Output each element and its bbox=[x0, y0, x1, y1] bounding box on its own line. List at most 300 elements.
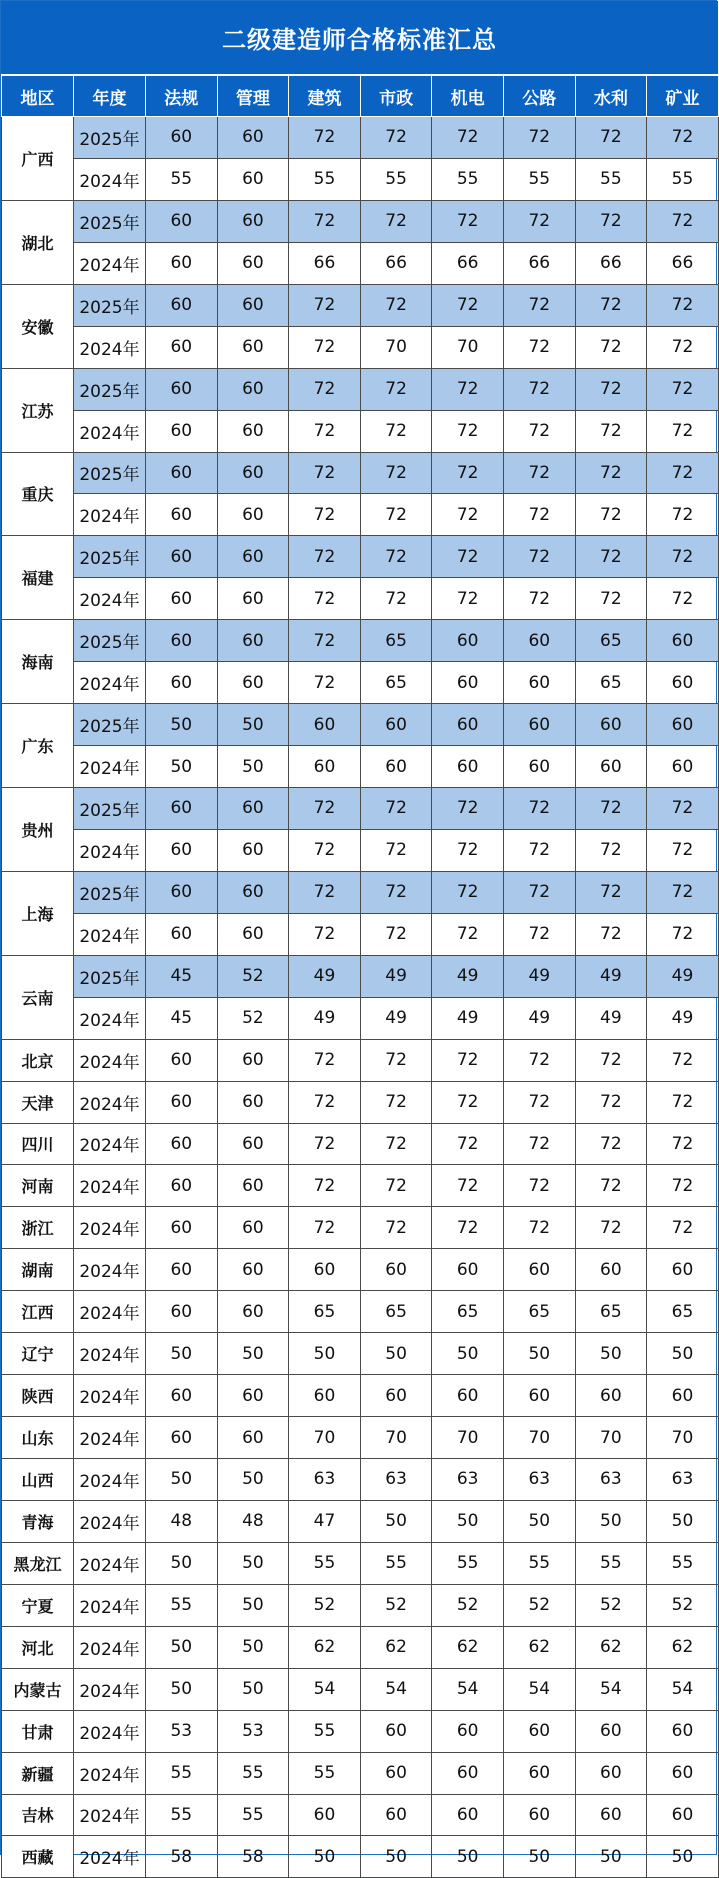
score-cell: 60 bbox=[217, 494, 289, 536]
score-cell: 65 bbox=[360, 662, 432, 704]
score-cell: 55 bbox=[503, 1542, 575, 1584]
score-cell: 60 bbox=[146, 368, 218, 410]
score-cell: 60 bbox=[146, 326, 218, 368]
score-cell: 72 bbox=[575, 326, 647, 368]
score-cell: 52 bbox=[647, 1584, 719, 1626]
score-cell: 55 bbox=[360, 158, 432, 200]
score-cell: 72 bbox=[289, 117, 361, 159]
score-cell: 60 bbox=[146, 117, 218, 159]
score-cell: 60 bbox=[217, 1249, 289, 1291]
score-cell: 60 bbox=[146, 1417, 218, 1459]
score-cell: 72 bbox=[432, 368, 504, 410]
score-cell: 50 bbox=[146, 1668, 218, 1710]
score-cell: 60 bbox=[647, 620, 719, 662]
score-cell: 60 bbox=[289, 1375, 361, 1417]
table-row bbox=[2, 117, 719, 159]
score-cell: 65 bbox=[360, 620, 432, 662]
table-row bbox=[2, 1123, 719, 1165]
year-cell: 2024年 bbox=[74, 1836, 146, 1878]
score-cell: 60 bbox=[217, 1165, 289, 1207]
score-cell: 55 bbox=[146, 1794, 218, 1836]
score-cell: 72 bbox=[575, 200, 647, 242]
region-cell: 河南 bbox=[2, 1165, 74, 1207]
region-cell: 浙江 bbox=[2, 1207, 74, 1249]
score-cell: 60 bbox=[289, 1794, 361, 1836]
score-cell: 60 bbox=[432, 662, 504, 704]
score-cell: 60 bbox=[146, 1165, 218, 1207]
region-cell: 吉林 bbox=[2, 1794, 74, 1836]
score-cell: 72 bbox=[503, 410, 575, 452]
year-cell: 2024年 bbox=[74, 1333, 146, 1375]
score-cell: 72 bbox=[575, 578, 647, 620]
score-cell: 60 bbox=[217, 1375, 289, 1417]
header-water-conservancy: 水利 bbox=[575, 76, 647, 117]
score-cell: 72 bbox=[575, 536, 647, 578]
page-title: 二级建造师合格标准汇总 bbox=[1, 1, 718, 75]
score-cell: 72 bbox=[289, 368, 361, 410]
score-cell: 45 bbox=[146, 955, 218, 997]
year-cell: 2024年 bbox=[74, 913, 146, 955]
score-cell: 60 bbox=[503, 1752, 575, 1794]
score-cell: 72 bbox=[289, 284, 361, 326]
score-cell: 72 bbox=[289, 536, 361, 578]
score-cell: 70 bbox=[647, 1417, 719, 1459]
table-row bbox=[2, 1500, 719, 1542]
score-cell: 63 bbox=[289, 1459, 361, 1501]
score-cell: 54 bbox=[360, 1668, 432, 1710]
score-cell: 72 bbox=[647, 829, 719, 871]
year-cell: 2024年 bbox=[74, 1207, 146, 1249]
table-row bbox=[2, 494, 719, 536]
score-cell: 72 bbox=[360, 410, 432, 452]
score-cell: 72 bbox=[289, 662, 361, 704]
score-cell: 55 bbox=[289, 1752, 361, 1794]
score-cell: 60 bbox=[217, 242, 289, 284]
score-cell: 63 bbox=[575, 1459, 647, 1501]
score-cell: 55 bbox=[217, 1752, 289, 1794]
table-row bbox=[2, 326, 719, 368]
region-cell: 天津 bbox=[2, 1081, 74, 1123]
score-cell: 72 bbox=[647, 410, 719, 452]
score-cell: 72 bbox=[289, 1165, 361, 1207]
score-cell: 55 bbox=[217, 1794, 289, 1836]
score-cell: 60 bbox=[647, 746, 719, 788]
score-cell: 60 bbox=[217, 620, 289, 662]
score-cell: 60 bbox=[432, 1710, 504, 1752]
table-row bbox=[2, 284, 719, 326]
year-cell: 2025年 bbox=[74, 368, 146, 410]
score-cell: 72 bbox=[647, 871, 719, 913]
score-cell: 60 bbox=[217, 871, 289, 913]
pass-standard-table bbox=[1, 75, 719, 1878]
region-cell: 新疆 bbox=[2, 1752, 74, 1794]
score-cell: 66 bbox=[289, 242, 361, 284]
score-cell: 72 bbox=[647, 578, 719, 620]
score-cell: 72 bbox=[647, 117, 719, 159]
score-cell: 72 bbox=[575, 1081, 647, 1123]
score-cell: 52 bbox=[432, 1584, 504, 1626]
score-cell: 60 bbox=[146, 1291, 218, 1333]
score-cell: 72 bbox=[647, 326, 719, 368]
region-cell: 河北 bbox=[2, 1626, 74, 1668]
score-cell: 60 bbox=[432, 620, 504, 662]
score-cell: 50 bbox=[432, 1836, 504, 1878]
score-cell: 58 bbox=[217, 1836, 289, 1878]
score-cell: 50 bbox=[503, 1333, 575, 1375]
year-cell: 2025年 bbox=[74, 452, 146, 494]
header-region: 地区 bbox=[2, 76, 74, 117]
score-cell: 65 bbox=[503, 1291, 575, 1333]
region-cell: 江苏 bbox=[2, 368, 74, 452]
score-cell: 72 bbox=[432, 1165, 504, 1207]
score-cell: 55 bbox=[289, 1710, 361, 1752]
table-body bbox=[2, 117, 719, 1878]
table-row bbox=[2, 1626, 719, 1668]
score-cell: 60 bbox=[647, 1710, 719, 1752]
score-cell: 72 bbox=[575, 871, 647, 913]
region-cell: 云南 bbox=[2, 955, 74, 1039]
score-cell: 72 bbox=[360, 1081, 432, 1123]
score-cell: 60 bbox=[575, 704, 647, 746]
score-cell: 60 bbox=[432, 746, 504, 788]
score-cell: 72 bbox=[575, 494, 647, 536]
score-cell: 72 bbox=[432, 200, 504, 242]
score-cell: 55 bbox=[503, 158, 575, 200]
score-cell: 55 bbox=[146, 158, 218, 200]
score-cell: 66 bbox=[360, 242, 432, 284]
region-cell: 内蒙古 bbox=[2, 1668, 74, 1710]
region-cell: 黑龙江 bbox=[2, 1542, 74, 1584]
score-cell: 60 bbox=[575, 1794, 647, 1836]
score-cell: 50 bbox=[360, 1500, 432, 1542]
score-cell: 50 bbox=[217, 1626, 289, 1668]
score-cell: 60 bbox=[217, 662, 289, 704]
score-cell: 49 bbox=[647, 955, 719, 997]
score-cell: 72 bbox=[432, 117, 504, 159]
score-cell: 50 bbox=[503, 1500, 575, 1542]
score-cell: 72 bbox=[432, 829, 504, 871]
year-cell: 2024年 bbox=[74, 1039, 146, 1081]
score-cell: 50 bbox=[146, 704, 218, 746]
table-row bbox=[2, 1668, 719, 1710]
table-row bbox=[2, 913, 719, 955]
score-cell: 50 bbox=[217, 1542, 289, 1584]
score-cell: 49 bbox=[289, 997, 361, 1039]
score-cell: 55 bbox=[432, 158, 504, 200]
score-cell: 72 bbox=[503, 452, 575, 494]
region-cell: 湖北 bbox=[2, 200, 74, 284]
score-cell: 72 bbox=[503, 913, 575, 955]
table-row bbox=[2, 1291, 719, 1333]
score-cell: 72 bbox=[503, 368, 575, 410]
table-row bbox=[2, 1752, 719, 1794]
score-cell: 60 bbox=[146, 1123, 218, 1165]
score-cell: 72 bbox=[503, 1081, 575, 1123]
score-cell: 55 bbox=[575, 1542, 647, 1584]
score-cell: 55 bbox=[289, 1542, 361, 1584]
score-cell: 60 bbox=[146, 829, 218, 871]
score-cell: 72 bbox=[575, 1207, 647, 1249]
table-row bbox=[2, 704, 719, 746]
score-cell: 50 bbox=[503, 1836, 575, 1878]
score-cell: 72 bbox=[647, 494, 719, 536]
table-row bbox=[2, 1584, 719, 1626]
score-cell: 55 bbox=[432, 1542, 504, 1584]
score-cell: 60 bbox=[647, 1375, 719, 1417]
score-cell: 72 bbox=[575, 1165, 647, 1207]
score-cell: 62 bbox=[503, 1626, 575, 1668]
score-cell: 50 bbox=[575, 1836, 647, 1878]
score-cell: 60 bbox=[146, 913, 218, 955]
score-cell: 60 bbox=[503, 620, 575, 662]
score-cell: 50 bbox=[360, 1836, 432, 1878]
score-cell: 72 bbox=[503, 117, 575, 159]
region-cell: 辽宁 bbox=[2, 1333, 74, 1375]
score-cell: 60 bbox=[432, 1752, 504, 1794]
score-cell: 49 bbox=[503, 997, 575, 1039]
score-cell: 60 bbox=[217, 284, 289, 326]
score-cell: 72 bbox=[360, 452, 432, 494]
header-management: 管理 bbox=[217, 76, 289, 117]
region-cell: 湖南 bbox=[2, 1249, 74, 1291]
table-header-row bbox=[2, 76, 719, 117]
score-cell: 72 bbox=[289, 410, 361, 452]
score-cell: 55 bbox=[360, 1542, 432, 1584]
score-cell: 60 bbox=[647, 1794, 719, 1836]
table-row bbox=[2, 746, 719, 788]
table-row bbox=[2, 1836, 719, 1878]
score-cell: 72 bbox=[503, 1123, 575, 1165]
year-cell: 2025年 bbox=[74, 200, 146, 242]
score-cell: 60 bbox=[360, 746, 432, 788]
score-cell: 60 bbox=[217, 788, 289, 830]
score-cell: 63 bbox=[360, 1459, 432, 1501]
score-cell: 60 bbox=[217, 1081, 289, 1123]
table-row bbox=[2, 452, 719, 494]
year-cell: 2024年 bbox=[74, 1752, 146, 1794]
score-cell: 60 bbox=[146, 620, 218, 662]
score-cell: 60 bbox=[360, 704, 432, 746]
score-cell: 72 bbox=[289, 620, 361, 662]
score-cell: 60 bbox=[503, 704, 575, 746]
score-cell: 72 bbox=[289, 788, 361, 830]
score-cell: 60 bbox=[146, 1039, 218, 1081]
score-cell: 50 bbox=[146, 746, 218, 788]
score-cell: 72 bbox=[289, 578, 361, 620]
score-cell: 70 bbox=[432, 326, 504, 368]
score-cell: 60 bbox=[432, 1249, 504, 1291]
score-cell: 72 bbox=[360, 368, 432, 410]
table-row bbox=[2, 662, 719, 704]
score-cell: 72 bbox=[432, 284, 504, 326]
score-cell: 72 bbox=[503, 494, 575, 536]
score-cell: 65 bbox=[575, 662, 647, 704]
table-row bbox=[2, 536, 719, 578]
year-cell: 2025年 bbox=[74, 871, 146, 913]
score-cell: 72 bbox=[647, 788, 719, 830]
score-cell: 50 bbox=[146, 1626, 218, 1668]
score-cell: 65 bbox=[432, 1291, 504, 1333]
score-cell: 72 bbox=[432, 871, 504, 913]
score-cell: 72 bbox=[647, 200, 719, 242]
score-cell: 60 bbox=[432, 704, 504, 746]
score-cell: 60 bbox=[575, 1249, 647, 1291]
year-cell: 2025年 bbox=[74, 284, 146, 326]
score-cell: 55 bbox=[146, 1584, 218, 1626]
region-cell: 江西 bbox=[2, 1291, 74, 1333]
score-cell: 60 bbox=[432, 1794, 504, 1836]
score-cell: 50 bbox=[289, 1836, 361, 1878]
score-cell: 52 bbox=[217, 955, 289, 997]
score-cell: 70 bbox=[575, 1417, 647, 1459]
score-cell: 60 bbox=[217, 1417, 289, 1459]
score-cell: 63 bbox=[647, 1459, 719, 1501]
score-cell: 72 bbox=[503, 536, 575, 578]
table-row bbox=[2, 788, 719, 830]
score-cell: 72 bbox=[432, 578, 504, 620]
score-cell: 72 bbox=[432, 494, 504, 536]
score-cell: 72 bbox=[432, 1207, 504, 1249]
score-cell: 66 bbox=[647, 242, 719, 284]
table-row bbox=[2, 578, 719, 620]
score-cell: 50 bbox=[575, 1500, 647, 1542]
score-cell: 48 bbox=[146, 1500, 218, 1542]
table-row bbox=[2, 1417, 719, 1459]
score-cell: 49 bbox=[575, 997, 647, 1039]
score-cell: 50 bbox=[217, 1459, 289, 1501]
year-cell: 2024年 bbox=[74, 997, 146, 1039]
score-cell: 60 bbox=[503, 662, 575, 704]
year-cell: 2024年 bbox=[74, 1668, 146, 1710]
year-cell: 2024年 bbox=[74, 662, 146, 704]
score-cell: 60 bbox=[289, 1249, 361, 1291]
score-cell: 60 bbox=[432, 1375, 504, 1417]
year-cell: 2024年 bbox=[74, 1123, 146, 1165]
score-cell: 50 bbox=[289, 1333, 361, 1375]
year-cell: 2024年 bbox=[74, 1081, 146, 1123]
score-cell: 65 bbox=[360, 1291, 432, 1333]
score-cell: 60 bbox=[217, 326, 289, 368]
year-cell: 2024年 bbox=[74, 829, 146, 871]
score-cell: 50 bbox=[217, 1668, 289, 1710]
score-cell: 60 bbox=[360, 1249, 432, 1291]
region-cell: 贵州 bbox=[2, 788, 74, 872]
score-cell: 65 bbox=[575, 620, 647, 662]
year-cell: 2025年 bbox=[74, 788, 146, 830]
table-row bbox=[2, 1207, 719, 1249]
score-cell: 72 bbox=[289, 1207, 361, 1249]
score-cell: 72 bbox=[360, 1165, 432, 1207]
score-cell: 60 bbox=[217, 1207, 289, 1249]
score-cell: 60 bbox=[360, 1794, 432, 1836]
year-cell: 2024年 bbox=[74, 1165, 146, 1207]
score-cell: 53 bbox=[146, 1710, 218, 1752]
region-cell: 四川 bbox=[2, 1123, 74, 1165]
score-cell: 72 bbox=[289, 200, 361, 242]
year-cell: 2024年 bbox=[74, 1249, 146, 1291]
score-cell: 72 bbox=[289, 494, 361, 536]
score-cell: 72 bbox=[575, 368, 647, 410]
score-cell: 50 bbox=[360, 1333, 432, 1375]
score-cell: 60 bbox=[647, 1249, 719, 1291]
score-cell: 60 bbox=[217, 829, 289, 871]
score-cell: 60 bbox=[146, 871, 218, 913]
score-cell: 72 bbox=[360, 1039, 432, 1081]
year-cell: 2024年 bbox=[74, 494, 146, 536]
score-cell: 72 bbox=[289, 871, 361, 913]
year-cell: 2024年 bbox=[74, 1417, 146, 1459]
score-cell: 45 bbox=[146, 997, 218, 1039]
score-cell: 50 bbox=[647, 1500, 719, 1542]
score-cell: 66 bbox=[432, 242, 504, 284]
score-cell: 48 bbox=[217, 1500, 289, 1542]
score-cell: 60 bbox=[146, 494, 218, 536]
score-cell: 72 bbox=[503, 788, 575, 830]
score-cell: 60 bbox=[146, 1207, 218, 1249]
region-cell: 甘肃 bbox=[2, 1710, 74, 1752]
score-cell: 55 bbox=[647, 1542, 719, 1584]
score-cell: 60 bbox=[146, 1081, 218, 1123]
score-cell: 50 bbox=[146, 1542, 218, 1584]
score-cell: 72 bbox=[647, 1081, 719, 1123]
score-cell: 72 bbox=[289, 452, 361, 494]
score-cell: 72 bbox=[360, 578, 432, 620]
score-cell: 54 bbox=[289, 1668, 361, 1710]
score-cell: 60 bbox=[503, 1249, 575, 1291]
table-row bbox=[2, 1081, 719, 1123]
score-cell: 50 bbox=[217, 1333, 289, 1375]
score-cell: 60 bbox=[503, 1710, 575, 1752]
score-cell: 72 bbox=[360, 284, 432, 326]
year-cell: 2024年 bbox=[74, 1459, 146, 1501]
region-cell: 陕西 bbox=[2, 1375, 74, 1417]
score-cell: 60 bbox=[217, 410, 289, 452]
score-cell: 62 bbox=[575, 1626, 647, 1668]
score-cell: 72 bbox=[360, 494, 432, 536]
score-cell: 60 bbox=[146, 284, 218, 326]
table-row bbox=[2, 1459, 719, 1501]
year-cell: 2025年 bbox=[74, 117, 146, 159]
region-cell: 青海 bbox=[2, 1500, 74, 1542]
score-cell: 72 bbox=[360, 536, 432, 578]
score-cell: 65 bbox=[289, 1291, 361, 1333]
score-cell: 54 bbox=[432, 1668, 504, 1710]
score-cell: 49 bbox=[503, 955, 575, 997]
year-cell: 2024年 bbox=[74, 1542, 146, 1584]
score-cell: 50 bbox=[217, 704, 289, 746]
score-cell: 60 bbox=[289, 704, 361, 746]
year-cell: 2024年 bbox=[74, 1626, 146, 1668]
score-cell: 72 bbox=[432, 452, 504, 494]
year-cell: 2024年 bbox=[74, 1291, 146, 1333]
score-cell: 60 bbox=[503, 1375, 575, 1417]
score-cell: 72 bbox=[503, 326, 575, 368]
score-cell: 70 bbox=[360, 1417, 432, 1459]
score-cell: 52 bbox=[289, 1584, 361, 1626]
score-cell: 60 bbox=[575, 1375, 647, 1417]
score-cell: 72 bbox=[503, 829, 575, 871]
score-cell: 72 bbox=[575, 913, 647, 955]
score-cell: 55 bbox=[289, 158, 361, 200]
score-cell: 50 bbox=[647, 1836, 719, 1878]
score-cell: 52 bbox=[360, 1584, 432, 1626]
score-cell: 60 bbox=[503, 746, 575, 788]
table-row bbox=[2, 1333, 719, 1375]
score-cell: 53 bbox=[217, 1710, 289, 1752]
score-cell: 63 bbox=[503, 1459, 575, 1501]
region-cell: 广西 bbox=[2, 117, 74, 201]
score-cell: 60 bbox=[289, 746, 361, 788]
